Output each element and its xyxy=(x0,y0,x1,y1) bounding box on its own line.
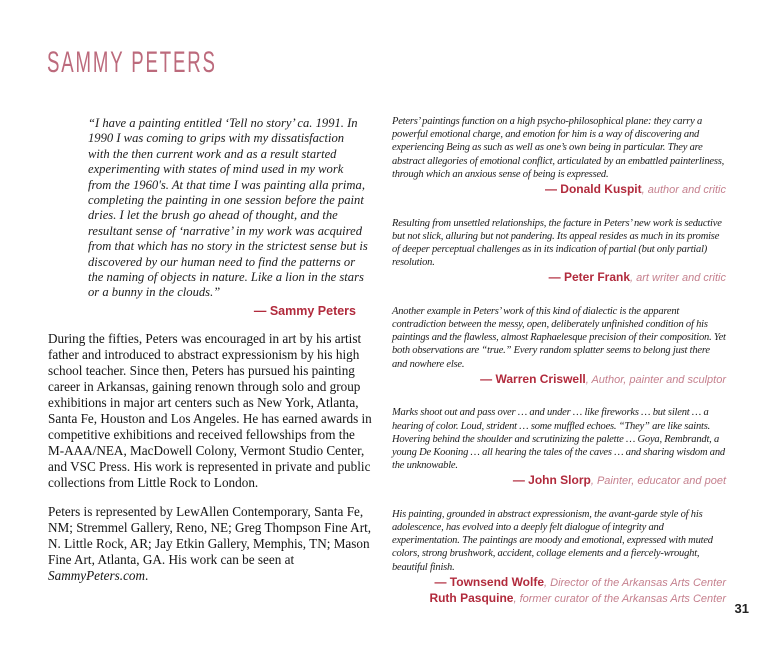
attribution-role: , Painter, educator and poet xyxy=(590,475,726,488)
attribution-dash: — xyxy=(434,574,450,589)
attribution-role: , author and critic xyxy=(641,184,726,197)
critic-quote-attribution xyxy=(392,183,726,198)
critic-quote xyxy=(392,406,726,489)
website-text: SammyPeters.com xyxy=(48,567,146,583)
attribution-role: , Author, painter and sculptor xyxy=(585,373,726,386)
artist-quote-attribution: — Sammy Peters xyxy=(253,303,356,318)
critic-quote-attribution xyxy=(392,271,726,286)
artist-quote-text: “I have a painting entitled ‘Tell no story’ ca. 1991. In 1990 I was coming to grips with my dissatisfaction with the then current work and as a result started experimenting with states of mind used in my work from the 1960's. At that time I was painting alla prima, completing the painting in one session before the paint dries. I let the brush go ahead of thought, and the resultant sense of ‘narrative’ in my work was acquired from that which has no story in the strictest sense but is discovered by our human need to find the patterns or the naming of objects in nature. Like a lion in the stars or a bunny in the clouds.” xyxy=(88,116,368,300)
bio-paragraph: During the fifties, Peters was encouraged in art by his artist father and introduced to abstract expressionism by his high school teacher. Since then, Peters has pursued his painting career in Arkansas, gaining renown through solo and group exhibitions in major art centers such as New York, Atlanta, Santa Fe, Houston and Los Angeles. He has earned awards in competitive exhibitions and received fellowships from the M-AAA/NEA, MacDowell Colony, Vermont Studio Center, and VSC Press. His work is represented in private and public collections from Little Rock to London. xyxy=(48,330,372,490)
attribution-name: Ruth Pasquine xyxy=(429,591,514,606)
attribution-name: John Slorp xyxy=(528,473,591,488)
critic-quote-text: Resulting from unsettled relationships, the facture in Peters’ new work is seductive but not slick, alluring but not pandering. Its appeal resides as much in its promise of deeper perceptual challenges as in its indication of partial (but only partial) resolution. xyxy=(392,217,722,269)
attribution-name: Warren Criswell xyxy=(495,371,586,386)
attribution-name: Donald Kuspit xyxy=(560,182,642,197)
attribution-dash: — xyxy=(544,182,561,197)
right-column xyxy=(392,115,726,607)
critic-quote xyxy=(392,217,726,286)
attribution-role: , former curator of the Arkansas Arts Center xyxy=(513,593,726,606)
critic-quote-text: Marks shoot out and pass over … and under … like fireworks … but silent … a hearing of color. Loud, strident … some muffled echoes. “They” are like saints. Hovering behind the shoulder and scrutinizing the palette … Goya, Rembrandt, a young De Kooning … all hearing the tales of the caves … and sharing wisdom and the unknowable. xyxy=(392,407,725,472)
attribution-role: , Director of the Arkansas Arts Center xyxy=(544,576,726,589)
critic-quote-attribution xyxy=(392,474,726,489)
attribution-name: Townsend Wolfe xyxy=(449,574,545,589)
critic-quote-attribution xyxy=(392,373,726,388)
critic-quote-attribution xyxy=(392,576,726,591)
page-title: SAMMY PETERS xyxy=(47,46,217,79)
critic-quote xyxy=(392,115,726,198)
page-number: 31 xyxy=(734,601,749,616)
critic-quote xyxy=(392,508,726,607)
artist-pull-quote xyxy=(88,116,368,318)
bio-paragraph xyxy=(48,504,372,584)
attribution-name: Peter Frank xyxy=(564,270,631,285)
critic-quote-text: Peters’ paintings function on a high psycho-philosophical plane: they carry a powerful emotional charge, and emotion for him is a way of discovering and experiencing Being as such as well as one’s own being in particular. They are abstract allegories of emotional conflict, articulated by an embattled painterliness, through which an anxious sense of being is expressed. xyxy=(392,116,725,180)
left-column xyxy=(48,116,372,584)
bio-paragraph-text: Peters is represented by LewAllen Contemporary, Santa Fe, NM; Stremmel Gallery, Reno, NE; Greg Thompson Fine Art, N. Little Rock, AR; Jay Etkin Gallery, Memphis, TN; Mason Fine Art, Atlanta, GA. His work can be seen at xyxy=(48,503,372,567)
critic-quote-attribution xyxy=(392,592,726,607)
attribution-dash: — xyxy=(480,371,496,386)
website-period: . xyxy=(145,567,149,583)
attribution-dash: — xyxy=(512,473,529,488)
critic-quote-text: Another example in Peters’ work of this kind of dialectic is the apparent contradiction between the messy, open, deliberately unfinished condition of his paintings and the flawless, almost Raphaelesque precision of their composition. Yet both observations are “true.” Every random splatter seems to belong just there and nowhere else. xyxy=(392,305,726,370)
critic-quote-text: His painting, grounded in abstract expressionism, the avant-garde style of his adolescence, has evolved into a deeply felt dialogue of integrity and experimentation. The paintings are moody and emotional, expressed with muted colors, strong brushwork, accident, collage elements and a fiercely-wrought, beautiful finish. xyxy=(392,508,713,573)
critic-quote xyxy=(392,305,726,388)
attribution-role: , art writer and critic xyxy=(630,272,726,285)
attribution-dash: — xyxy=(548,270,564,285)
